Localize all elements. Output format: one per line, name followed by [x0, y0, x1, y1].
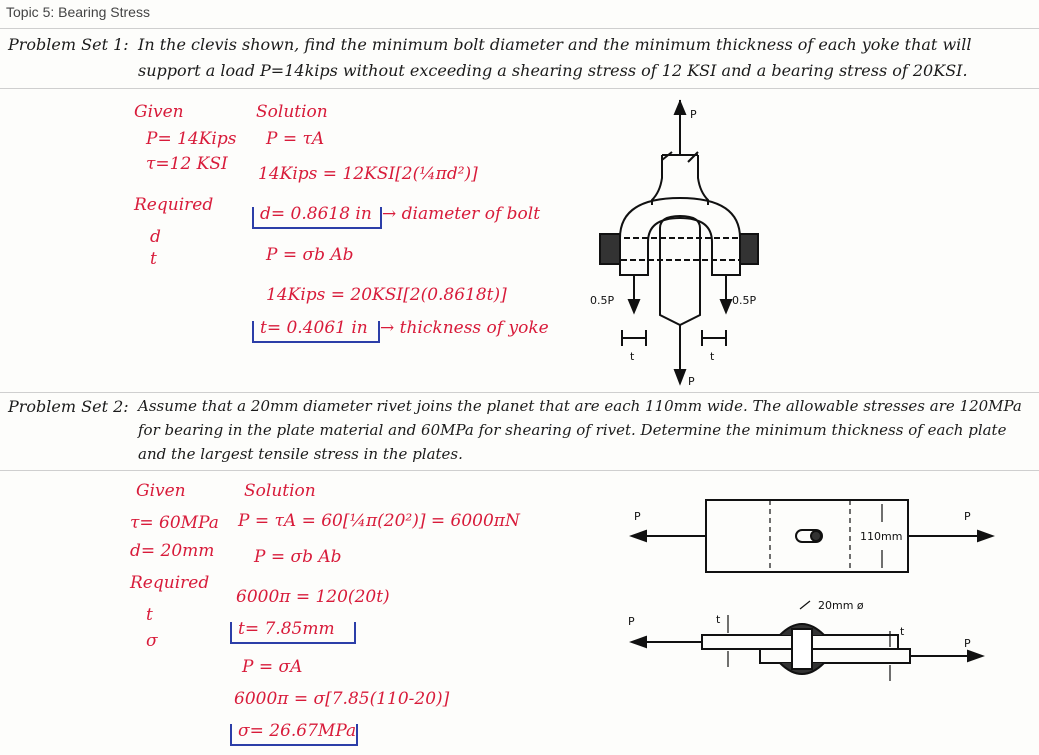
- p1-required-item: t: [150, 249, 157, 269]
- plate-t-right-label: t: [900, 625, 905, 638]
- clevis-right-load-label: 0.5P: [732, 294, 757, 307]
- topic-title: Topic 5: Bearing Stress: [6, 4, 150, 20]
- p1-solution-line: 14Kips = 12KSI[2(¼πd²)]: [258, 164, 478, 184]
- plate-top-view: [620, 490, 1020, 580]
- p1-question-line2: support a load P=14kips without exceeding a shearing stress of 12 KSI and a bearing stress of 20KSI.: [138, 61, 968, 80]
- p2-solution-line: P = σb Ab: [254, 547, 342, 567]
- plate-side-p-left-label: P: [628, 615, 635, 628]
- p2-required-item: t: [146, 605, 153, 625]
- header-rule: [0, 28, 1039, 29]
- p1-given-label: Given: [134, 102, 184, 122]
- p2-answer-sigma: σ= 26.67MPa: [238, 721, 357, 741]
- rule-line: [0, 470, 1039, 471]
- p1-required-label: Required: [134, 195, 214, 215]
- p1-given-item: τ=12 KSI: [146, 154, 228, 174]
- p1-question-line1: In the clevis shown, find the minimum bolt diameter and the minimum thickness of each yoke that will: [138, 35, 972, 54]
- p2-solution-line: 6000π = 120(20t): [236, 587, 390, 607]
- rule-line: [0, 88, 1039, 89]
- clevis-t-left-label: t: [630, 350, 635, 363]
- plate-p-right-label: P: [964, 510, 971, 523]
- p2-heading: Problem Set 2:: [8, 397, 129, 416]
- p2-given-item: d= 20mm: [130, 541, 215, 561]
- p2-required-item: σ: [146, 631, 158, 651]
- p2-question-line2: for bearing in the plate material and 60MPa for shearing of rivet. Determine the minimum thickness of each plate: [138, 421, 1007, 439]
- p1-solution-line: P = σb Ab: [266, 245, 354, 265]
- p2-solution-line: P = σA: [242, 657, 303, 677]
- p1-given-item: P= 14Kips: [146, 129, 237, 149]
- p2-given-item: τ= 60MPa: [130, 513, 219, 533]
- p1-answer-d: d= 0.8618 in: [260, 204, 372, 224]
- p2-solution-line: 6000π = σ[7.85(110-20)]: [234, 689, 450, 709]
- rivet-diameter-label: 20mm ø: [818, 599, 864, 612]
- plate-side-p-right-label: P: [964, 637, 971, 650]
- p2-solution-label: Solution: [244, 481, 316, 501]
- p1-solution-line: 14Kips = 20KSI[2(0.8618t)]: [266, 285, 507, 305]
- p1-heading: Problem Set 1:: [8, 35, 129, 54]
- plate-width-label: 110mm: [860, 530, 903, 543]
- clevis-p-top-label: P: [690, 108, 697, 121]
- clevis-t-right-label: t: [710, 350, 715, 363]
- p1-note-d: → diameter of bolt: [382, 204, 541, 224]
- p2-solution-line: P = τA = 60[¼π(20²)] = 6000πN: [238, 511, 520, 531]
- p2-question-line1: Assume that a 20mm diameter rivet joins the planet that are each 110mm wide. The allowable stresses are 120MPa: [138, 397, 1022, 415]
- plate-t-left-label: t: [716, 613, 721, 626]
- plate-p-left-label: P: [634, 510, 641, 523]
- p2-question-line3: and the largest tensile stress in the plates.: [138, 445, 463, 463]
- p1-solution-label: Solution: [256, 102, 328, 122]
- clevis-p-bottom-label: P: [688, 375, 695, 388]
- p1-answer-t: t= 0.4061 in: [260, 318, 368, 338]
- p1-note-t: → thickness of yoke: [380, 318, 549, 338]
- p2-required-label: Required: [130, 573, 210, 593]
- rule-line: [0, 392, 1039, 393]
- p1-solution-line: P = τA: [266, 129, 325, 149]
- clevis-figure: [580, 100, 780, 390]
- plate-side-view: [620, 595, 1020, 705]
- p2-answer-t: t= 7.85mm: [238, 619, 335, 639]
- p2-given-label: Given: [136, 481, 186, 501]
- p1-required-item: d: [150, 227, 161, 247]
- clevis-left-load-label: 0.5P: [590, 294, 615, 307]
